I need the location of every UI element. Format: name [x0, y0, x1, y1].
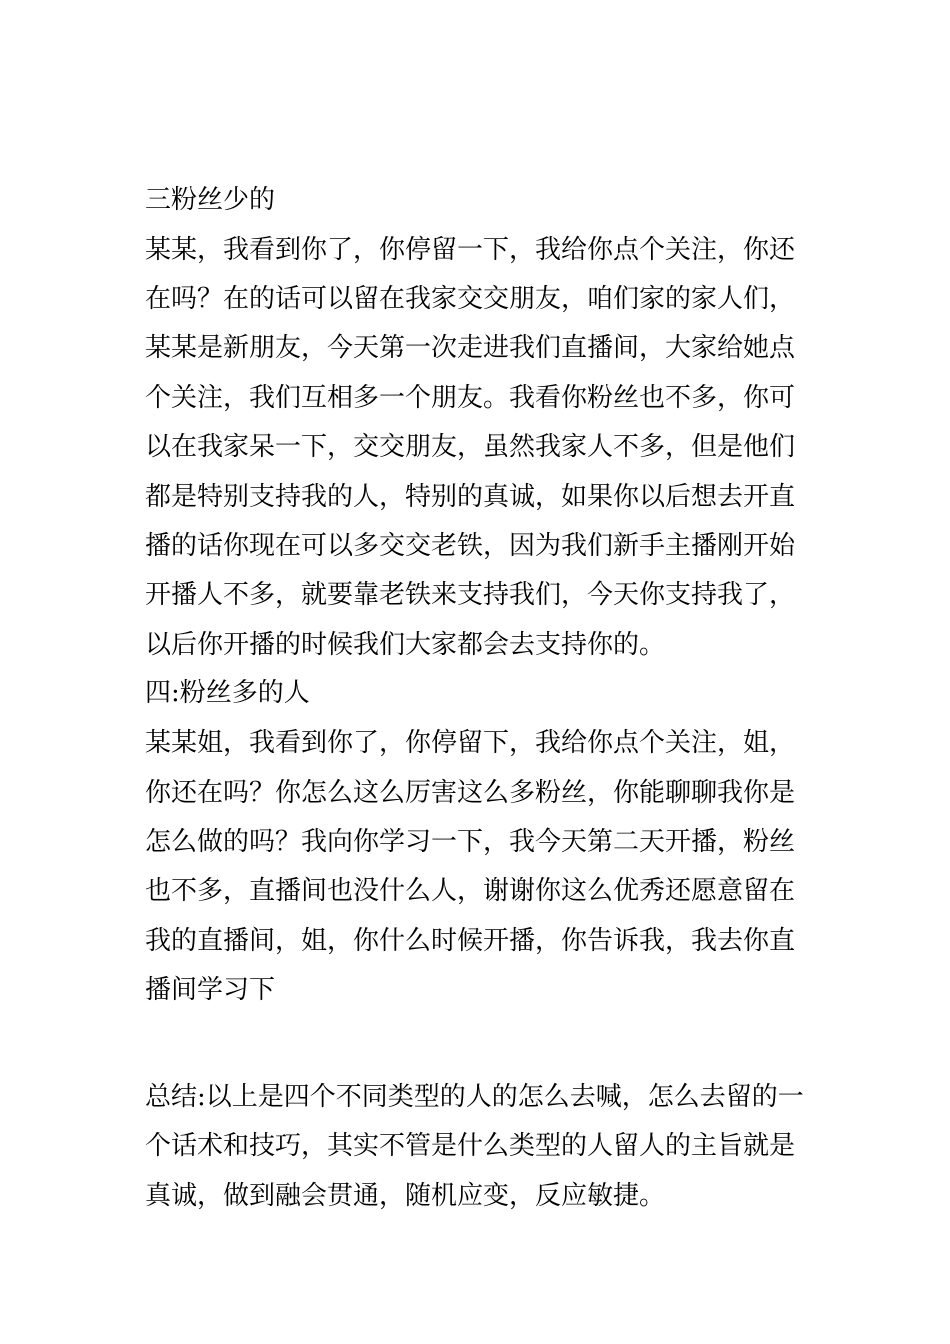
summary-line: 总结:以上是四个不同类型的人的怎么去喊，怎么去留的一 — [145, 1082, 804, 1112]
paragraph-line: 也不多，直播间也没什么人，谢谢你这么优秀还愿意留在 — [145, 876, 796, 906]
paragraph-line: 以在我家呆一下，交交朋友，虽然我家人不多，但是他们 — [145, 432, 796, 462]
summary-line: 真诚，做到融会贯通，随机应变，反应敏捷。 — [145, 1181, 666, 1211]
paragraph-line: 都是特别支持我的人，特别的真诚，如果你以后想去开直 — [145, 482, 796, 512]
paragraph-line: 以后你开播的时候我们大家都会去支持你的。 — [145, 630, 666, 660]
paragraph-line: 你还在吗？你怎么这么厉害这么多粉丝，你能聊聊我你是 — [145, 778, 796, 808]
paragraph-line: 播间学习下 — [145, 975, 276, 1005]
paragraph-line: 某某，我看到你了，你停留一下，我给你点个关注，你还 — [145, 235, 796, 265]
section-heading-fans-few: 三粉丝少的 — [145, 185, 276, 215]
paragraph-line: 某某姐，我看到你了，你停留下，我给你点个关注，姐， — [145, 728, 796, 758]
paragraph-line: 某某是新朋友，今天第一次走进我们直播间，大家给她点 — [145, 333, 796, 363]
paragraph-line: 在吗？在的话可以留在我家交交朋友，咱们家的家人们， — [145, 284, 796, 314]
summary-line: 个话术和技巧，其实不管是什么类型的人留人的主旨就是 — [145, 1131, 796, 1161]
paragraph-line: 我的直播间，姐，你什么时候开播，你告诉我，我去你直 — [145, 926, 796, 956]
section-heading-fans-many: 四:粉丝多的人 — [145, 678, 310, 708]
paragraph-line: 播的话你现在可以多交交老铁，因为我们新手主播刚开始 — [145, 531, 796, 561]
paragraph-line: 怎么做的吗？我向你学习一下，我今天第二天开播，粉丝 — [145, 827, 796, 857]
paragraph-line: 个关注，我们互相多一个朋友。我看你粉丝也不多，你可 — [145, 383, 796, 413]
paragraph-line: 开播人不多，就要靠老铁来支持我们，今天你支持我了， — [145, 580, 796, 610]
